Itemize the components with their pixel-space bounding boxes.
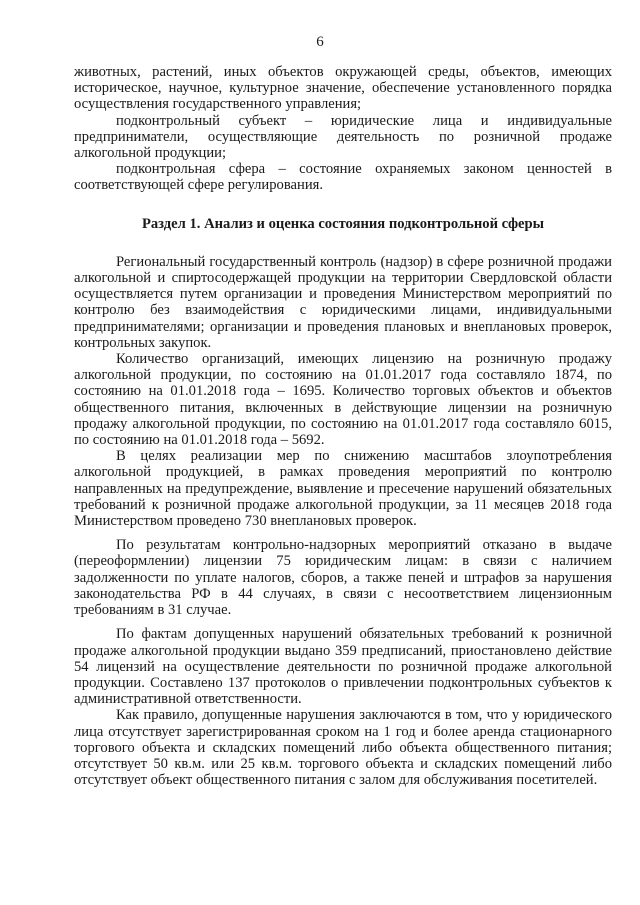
paragraph-definition-subject: подконтрольный субъект – юридические лица и индивидуальные предприниматели, осуществляющие деятельность по розничной продаже алкогольной продукции; [74,112,612,162]
paragraph-license-count: Количество организаций, имеющих лицензию на розничную продажу алкогольной продукции, по состоянию на 01.01.2017 года составляло 1874, по состоянию на 01.01.2018 года – 1695. Количество торговых объектов и объектов общественного питания, включенных в действующие лицензии на розничную продажу алкогольной продукции, по состоянию на 01.01.2017 года составляло 6015, по состоянию на 01.01.2018 года – 5692. [74,351,612,449]
paragraph-violations: По фактам допущенных нарушений обязательных требований к розничной продаже алкогольной продукции выдано 359 предписаний, приостановлено действие 54 лицензий на осуществление деятельности по розничной продаже алкогольной продукции. Составлено 137 протоколов о привлечении подконтрольных субъектов к административной ответственности. [74,626,612,708]
paragraph-license-refusals: По результатам контрольно-надзорных мероприятий отказано в выдаче (переоформлении) лицензии 75 юридическим лицам: в связи с наличием задолженности по уплате налогов, сборов, а также пеней и штрафов за нарушения законодательства РФ в 44 случаях, в связи с несоответствием лицензионным требованиям в 31 случае. [74,537,612,619]
paragraph-typical-violations: Как правило, допущенные нарушения заключаются в том, что у юридического лица отсутствует зарегистрированная сроком на 1 год и более аренда стационарного торгового объекта и складских помещений либо объекта общественного питания; отсутствует 50 кв.м. или 25 кв.м. торгового объекта и складских помещений либо отсутствует объект общественного питания с залом для обслуживания посетителей. [74,707,612,789]
paragraph-inspections: В целях реализации мер по снижению масштабов злоупотребления алкогольной продукцией, в рамках проведения мероприятий по контролю направленных на предупреждение, выявление и пресечение нарушений обязательных требований к розничной продаже алкогольной продукции, за 11 месяцев 2018 года Министерством проведено 730 внеплановых проверок. [74,448,612,530]
paragraph-regional-control: Региональный государственный контроль (надзор) в сфере розничной продажи алкогольной и спиртосодержащей продукции на территории Свердловской области осуществляется путем организации и проведения Министерством мероприятий по контролю без взаимодействия с юридическими лицами, индивидуальными предпринимателями; организации и проведения плановых и внеплановых проверок, контрольных закупок. [74,253,612,351]
section-heading: Раздел 1. Анализ и оценка состояния подконтрольной сферы [141,215,545,232]
paragraph-continuation: животных, растений, иных объектов окружающей среды, объектов, имеющих историческое, научное, культурное значение, обеспечение установленного порядка осуществления государственного управления; [74,64,612,113]
page-number: 6 [316,34,324,50]
document-body [74,64,612,788]
paragraph-definition-sphere: подконтрольная сфера – состояние охраняемых законом ценностей в соответствующей сфере регулирования. [74,161,612,194]
